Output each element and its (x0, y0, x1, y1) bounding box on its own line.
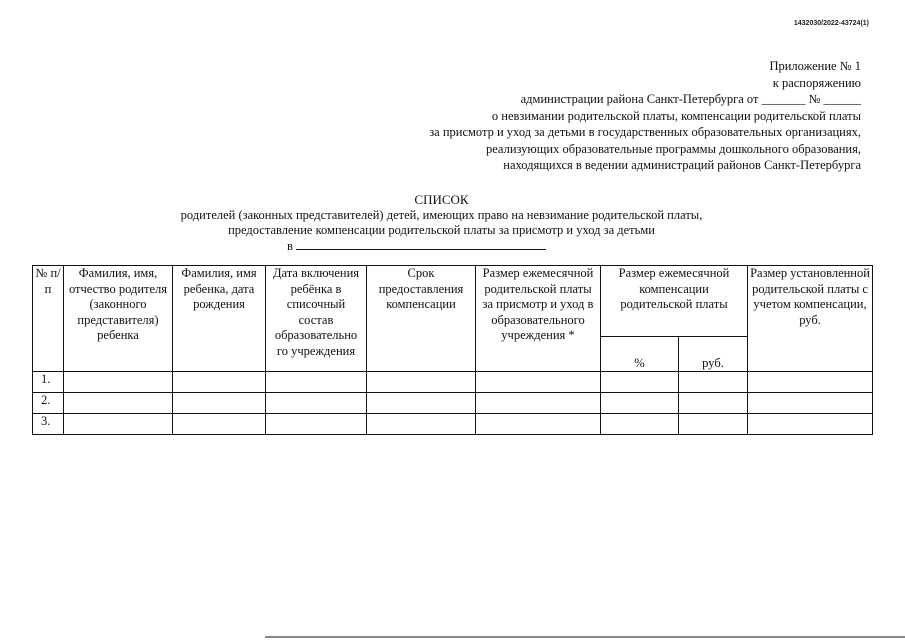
blank-field (296, 238, 546, 250)
appendix-line: Приложение № 1 (769, 59, 861, 73)
table-cell (601, 393, 679, 414)
children-list-table (32, 265, 873, 435)
table-cell (173, 372, 266, 393)
document-title: СПИСОК (414, 192, 469, 207)
header-num: № п/п (33, 266, 64, 372)
table-cell (679, 372, 748, 393)
table-cell (173, 393, 266, 414)
table-cell (367, 414, 476, 435)
document-number: 1432030/2022-43724(1) (793, 20, 869, 27)
table-cell (173, 414, 266, 435)
appendix-line: находящихся в ведении администраций районов Санкт-Петербурга (503, 158, 861, 172)
header-monthly-compensation: Размер ежемесячной компенсации родительской платы (601, 266, 748, 337)
header-child-name: Фамилия, имя ребенка, дата рождения (173, 266, 266, 372)
row-number: 3. (33, 414, 64, 435)
table-cell (679, 414, 748, 435)
table-cell (266, 393, 367, 414)
appendix-line: реализующих образовательные программы дошкольного образования, (485, 141, 861, 156)
table-cell (476, 372, 601, 393)
table-cell (601, 414, 679, 435)
table-cell (64, 393, 173, 414)
appendix-line: к распоряжению (772, 75, 861, 90)
table-row (33, 393, 873, 414)
table-cell (748, 414, 873, 435)
header-inclusion-date: Дата включения ребёнка в списочный состав образовательно го учреждения (266, 266, 367, 372)
appendix-line: администрации района Санкт-Петербурга от _______ № ______ (520, 92, 861, 106)
scan-edge-line (265, 636, 905, 638)
table-cell (748, 372, 873, 393)
appendix-line: о невзимании родительской платы, компенсации родительской платы (491, 108, 861, 123)
table-cell (476, 393, 601, 414)
table-row (33, 414, 873, 435)
row-number: 2. (33, 393, 64, 414)
table-row (33, 372, 873, 393)
table-cell (679, 393, 748, 414)
header-compensation-term: Срок предоставления компенсации (367, 266, 476, 372)
header-rubles: руб. (679, 337, 748, 372)
table-cell (266, 414, 367, 435)
header-fee-with-compensation: Размер установленной родительской платы с учетом компенсации, руб. (748, 266, 873, 372)
subtitle-line-3 (0, 238, 883, 254)
table-cell (748, 393, 873, 414)
subtitle-prefix: в (286, 239, 293, 253)
table-cell (476, 414, 601, 435)
document-subtitle (0, 208, 883, 254)
subtitle-line-1: родителей (законных представителей) детей, имеющих право на невзимание родительской платы, (180, 208, 703, 222)
appendix-line: за присмотр и уход за детьми в государственных образовательных организациях, (429, 125, 861, 139)
header-parent-name: Фамилия, имя, отчество родителя (законного представителя) ребенка (64, 266, 173, 372)
table-cell (64, 414, 173, 435)
appendix-header (429, 58, 861, 174)
table-cell (64, 372, 173, 393)
table-cell (601, 372, 679, 393)
row-number: 1. (33, 372, 64, 393)
table-cell (367, 372, 476, 393)
subtitle-line-2: предоставление компенсации родительской платы за присмотр и уход за детьми (228, 223, 655, 237)
table-cell (266, 372, 367, 393)
header-percent: % (601, 337, 679, 372)
table-cell (367, 393, 476, 414)
header-monthly-fee: Размер ежемесячной родительской платы за присмотр и уход в образовательного учреждения * (476, 266, 601, 372)
